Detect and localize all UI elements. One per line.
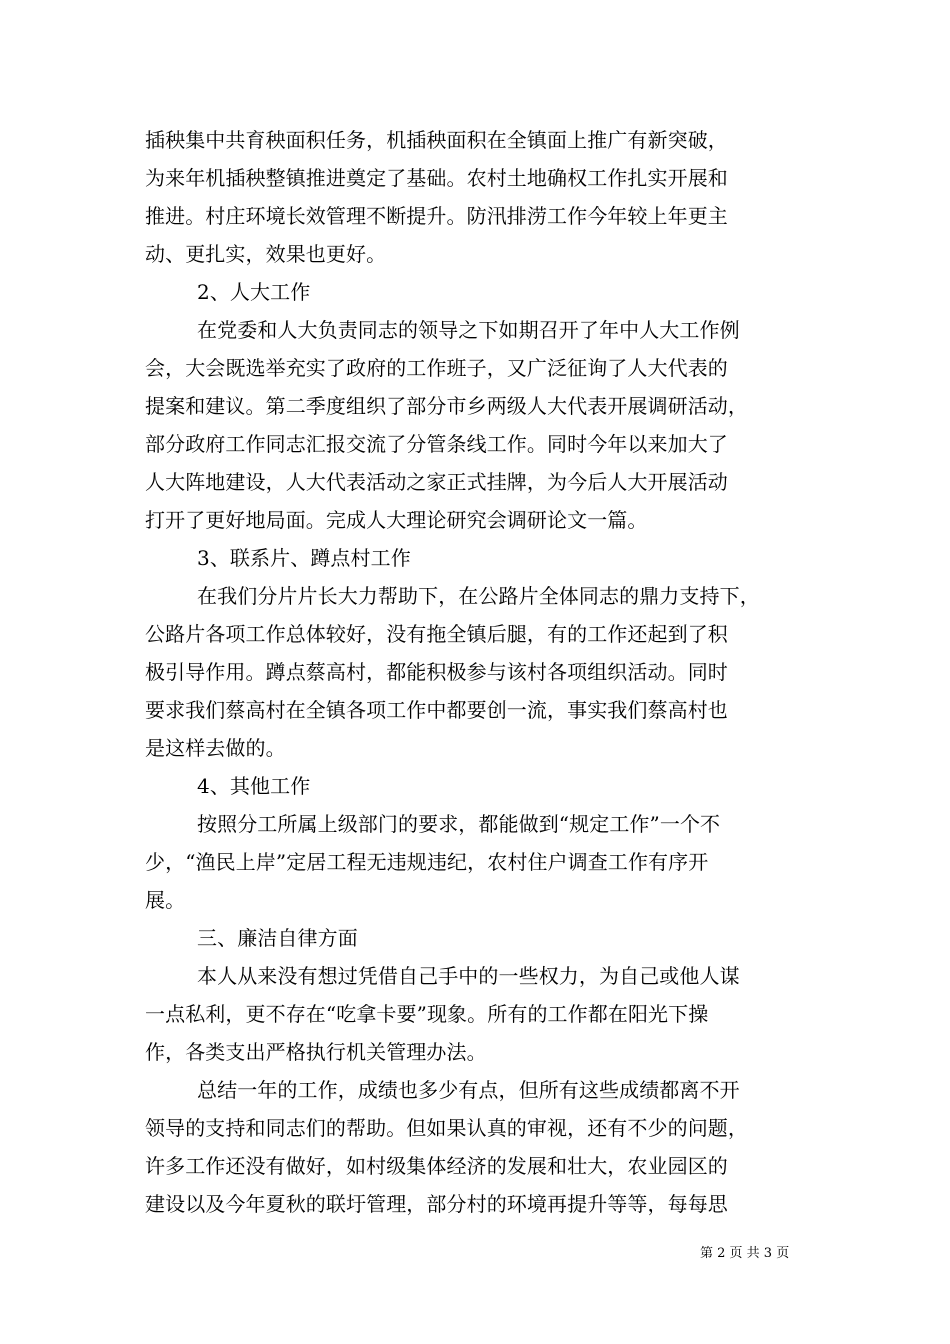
page-number-footer: 第 2 页 共 3 页 [700,1246,790,1261]
text-line: 3、联系片、蹲点村工作 [197,546,411,570]
text-line: 4、其他工作 [197,774,311,798]
text-line: 少，“渔民上岸”定居工程无违规违纪，农村住户调查工作有序开 [145,850,709,874]
text-line: 总结一年的工作，成绩也多少有点，但所有这些成绩都离不开 [197,1078,740,1102]
text-line: 推进。村庄环境长效管理不断提升。防汛排涝工作今年较上年更主 [145,204,728,228]
text-line: 插秧集中共育秧面积任务，机插秧面积在全镇面上推广有新突破， [145,128,728,152]
text-line: 要求我们蔡高村在全镇各项工作中都要创一流，事实我们蔡高村也 [145,698,728,722]
text-line: 领导的支持和同志们的帮助。但如果认真的审视，还有不少的问题， [145,1116,748,1140]
text-line: 极引导作用。蹲点蔡高村，都能积极参与该村各项组织活动。同时 [145,660,728,684]
text-line: 部分政府工作同志汇报交流了分管条线工作。同时今年以来加大了 [145,432,728,456]
text-line: 人大阵地建设，人大代表活动之家正式挂牌，为今后人大开展活动 [145,470,728,494]
text-line: 许多工作还没有做好，如村级集体经济的发展和壮大，农业园区的 [145,1154,728,1178]
text-line: 提案和建议。第二季度组织了部分市乡两级人大代表开展调研活动， [145,394,748,418]
text-line: 会，大会既选举充实了政府的工作班子，又广泛征询了人大代表的 [145,356,728,380]
text-line: 2、人大工作 [197,280,311,304]
text-line: 一点私利，更不存在“吃拿卡要”现象。所有的工作都在阳光下操 [145,1002,709,1026]
text-line: 打开了更好地局面。完成人大理论研究会调研论文一篇。 [145,508,648,532]
text-line: 按照分工所属上级部门的要求，都能做到“规定工作”一个不 [197,812,721,836]
text-line: 在我们分片片长大力帮助下，在公路片全体同志的鼎力支持下， [197,584,760,608]
text-line: 展。 [145,888,186,912]
text-line: 动、更扎实，效果也更好。 [145,242,387,266]
text-line: 作，各类支出严格执行机关管理办法。 [145,1040,487,1064]
text-line: 是这样去做的。 [145,736,286,760]
text-line: 建设以及今年夏秋的联圩管理，部分村的环境再提升等等，每每思 [145,1192,728,1216]
text-line: 公路片各项工作总体较好，没有拖全镇后腿，有的工作还起到了积 [145,622,728,646]
text-line: 三、廉洁自律方面 [197,926,358,950]
text-line: 为来年机插秧整镇推进奠定了基础。农村土地确权工作扎实开展和 [145,166,728,190]
text-line: 本人从来没有想过凭借自己手中的一些权力，为自己或他人谋 [197,964,740,988]
text-line: 在党委和人大负责同志的领导之下如期召开了年中人大工作例 [197,318,740,342]
document-body [145,121,845,1223]
